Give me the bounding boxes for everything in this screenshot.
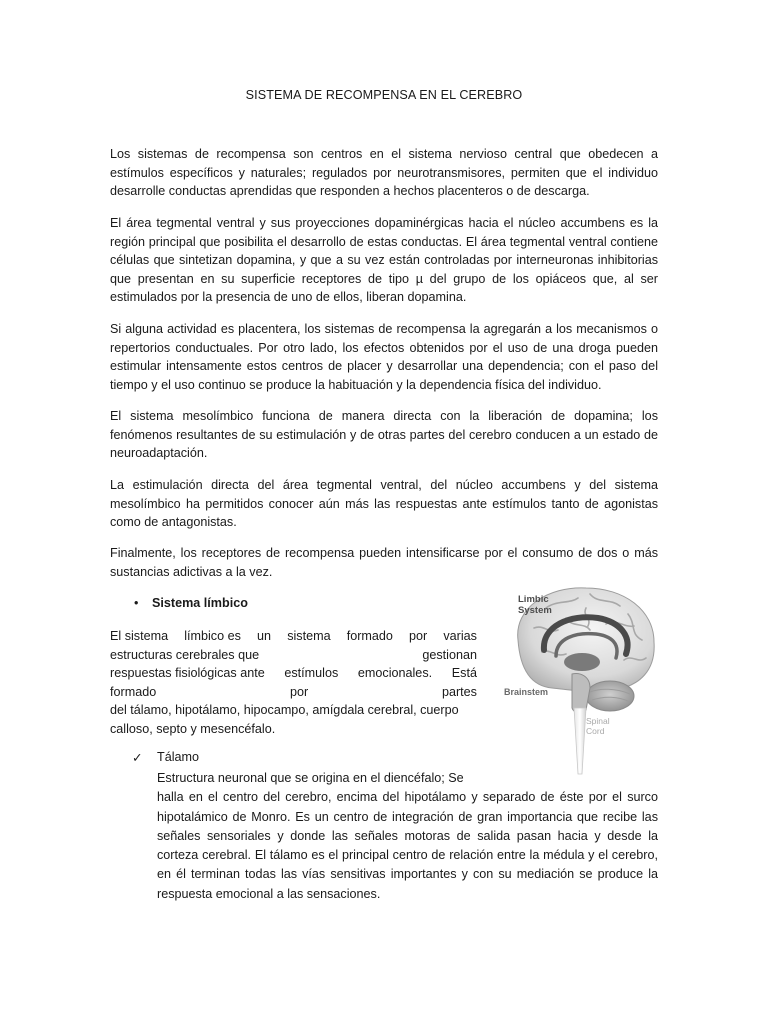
brainstem-shape bbox=[572, 674, 590, 713]
bullet-dot-icon: • bbox=[134, 596, 139, 610]
bullet-sistema-limbico bbox=[134, 596, 248, 610]
brain-diagram bbox=[486, 578, 666, 778]
bullet-label: Sistema límbico bbox=[152, 596, 248, 610]
label-cord: Cord bbox=[586, 726, 605, 736]
label-limbic: Limbic bbox=[518, 594, 549, 605]
limbic-line-2: estructuras cerebrales que gestionan bbox=[110, 647, 477, 662]
limbic-line-4: formado por partes bbox=[110, 684, 477, 699]
paragraph-1: Los sistemas de recompensa son centros en el sistema nervioso central que obedecen a estímulos específicos y naturales; regulados por neurotransmisores, permiten que el individuo desarrolle conductas aprendidas que responden a hechos placenteros o de descarga. bbox=[110, 147, 658, 199]
paragraph-6: Finalmente, los receptores de recompensa pueden intensificarse por el consumo de dos o más sustancias adictivas a la vez. bbox=[110, 546, 658, 579]
checkmark-icon: ✓ bbox=[132, 751, 143, 765]
subitem-heading: Tálamo bbox=[157, 750, 199, 764]
talamo-first-line: Estructura neuronal que se origina en el diencéfalo; Se bbox=[157, 771, 464, 785]
limbic-line-1: El sistema límbico es un sistema formado por varias bbox=[110, 629, 477, 643]
limbic-paragraph bbox=[110, 627, 477, 739]
limbic-line-5: del tálamo, hipotálamo, hipocampo, amígdala cerebral, cuerpo bbox=[110, 703, 459, 718]
limbic-line-6: calloso, septo y mesencéfalo. bbox=[110, 721, 276, 736]
limbic-line-3: respuestas fisiológicas ante estímulos emocionales. Está bbox=[110, 666, 477, 681]
cerebellum-shape bbox=[586, 681, 634, 711]
document-title: SISTEMA DE RECOMPENSA EN EL CEREBRO bbox=[245, 88, 523, 102]
label-brainstem: Brainstem bbox=[504, 687, 549, 697]
subitem-talamo bbox=[132, 750, 199, 765]
paragraph-2: El área tegmental ventral y sus proyecciones dopaminérgicas hacia el núcleo accumbens es la región principal que posibilita el desarrollo de estas conductas. El área tegmental ventral contiene células que sintetizan dopamina, y que a su vez están controladas por interneuronas inhibitorias que presentan en su superficie receptores de tipo µ del grupo de los opiáceos que, al ser estimulados por la presencia de uno de ellos, liberan dopamina. bbox=[110, 216, 658, 305]
paragraph-3: Si alguna actividad es placentera, los sistemas de recompensa la agregarán a los mecanismos o repertorios conductuales. Por otro lado, los efectos obtenidos por el uso de una droga pueden estimular intensamente estos centros de placer y desarrollar una dependencia; con el paso del tiempo y el uso continuo se produce la habituación y la dependencia física del individuo. bbox=[110, 322, 658, 392]
paragraph-4: El sistema mesolímbico funciona de manera directa con la liberación de dopamina; los fenómenos resultantes de su estimulación y de otras partes del cerebro conducen a un estado de neuroadaptación. bbox=[110, 409, 658, 461]
paragraph-5: La estimulación directa del área tegmental ventral, del núcleo accumbens y del sistema mesolímbico ha permitidos conocer aún más las respuestas ante estímulos tanto de agonistas como de antagonistas. bbox=[110, 478, 658, 530]
talamo-body: halla en el centro del cerebro, encima del hipotálamo y separado de éste por el surco hipotalámico de Monro. Es un centro de integración de gran importancia que recibe las señales sensoriales y donde las señales motoras de salida pasan hacia y desde la corteza cerebral. El tálamo es el principal centro de relación entre la médula y el cerebro, en él terminan todas las vías sensitivas importantes y con su mediación se produce la respuesta emocional a las sensaciones. bbox=[157, 790, 658, 901]
talamo-paragraph bbox=[157, 769, 658, 904]
spinal-cord-shape bbox=[574, 708, 586, 774]
label-system: System bbox=[518, 605, 552, 616]
label-spinal: Spinal bbox=[586, 716, 610, 726]
